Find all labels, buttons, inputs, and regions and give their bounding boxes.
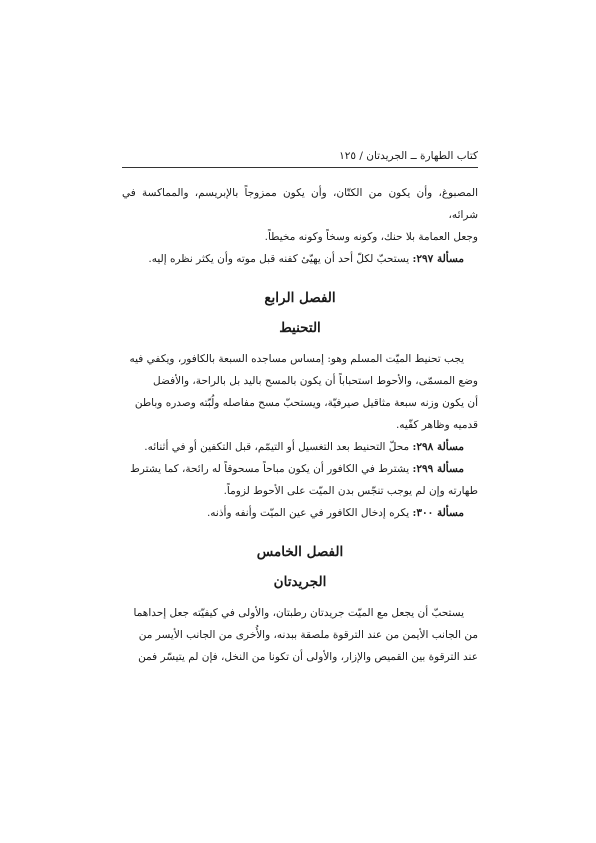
text-line: عند الترقوة بين القميص والإزار، والأولى أن تكونا من النخل، فإن لم يتيسّر فمن: [138, 651, 478, 663]
issue-299: [122, 458, 478, 480]
text-line: وضع المسمّى، والأحوط استحباباً أن يكون بالمسح باليد بل بالراحة، والأفضل: [153, 375, 478, 387]
text-line: المصبوغ، وأن يكون من الكتّان، وأن يكون ممزوجاً بالإبريسم، والمماكسة في شرائه،: [122, 187, 478, 221]
chapter-heading-5: الفصل الخامس: [256, 544, 344, 560]
text-line: طهارته وإن لم يوجب تنجّس بدن الميّت على الأحوط لزوماً.: [223, 485, 478, 497]
issue-text: يكره إدخال الكافور في عين الميّت وأنفه وأذنه.: [206, 507, 413, 519]
issue-label: مسألة ٢٩٨:: [412, 441, 464, 453]
text-line: قدميه وظاهر كفّيه.: [395, 419, 478, 431]
issue-text: محلّ التحنيط بعد التغسيل أو التيمّم، قبل التكفين أو في أثنائه.: [144, 441, 413, 453]
running-header: كتاب الطهارة ــ الجريدتان / ١٢٥: [122, 148, 478, 168]
text-line: من الجانب الأيمن من عند الترقوة ملصقة ببدنه، والأُخرى من الجانب الأيسر من: [138, 629, 478, 641]
text-line: يجب تحنيط الميّت المسلم وهو: إمساس مساجده السبعة بالكافور، ويكفي فيه: [129, 353, 464, 365]
issue-297: [122, 248, 478, 270]
issue-298: [122, 436, 478, 458]
issue-label: مسألة ٢٩٧:: [412, 253, 464, 265]
book-page: [122, 148, 478, 668]
text-line: وجعل العمامة بلا حنك، وكونه وسخاً وكونه مخيطاً.: [264, 231, 478, 243]
issue-300: [122, 502, 478, 524]
text-line: أن يكون وزنه سبعة مثاقيل صيرفيّة، ويستحبّ مسح مفاصله ولُبّته وصدره وباطن: [134, 397, 478, 409]
issue-text: يستحبّ لكلّ أحد أن يهيّئ كفنه قبل موته وأن يكثر نظره إليه.: [148, 253, 413, 265]
section-title-jaridatan: الجريدتان: [273, 574, 327, 590]
chapter-heading-4: الفصل الرابع: [264, 290, 336, 306]
issue-label: مسألة ٣٠٠:: [412, 507, 464, 519]
issue-text: يشترط في الكافور أن يكون مباحاً مسحوقاً له رائحة، كما يشترط: [130, 463, 413, 475]
issue-label: مسألة ٢٩٩:: [412, 463, 464, 475]
text-line: يستحبّ أن يجعل مع الميّت جريدتان رطبتان، والأولى في كيفيّته جعل إحداهما: [133, 607, 464, 619]
section-title-tahnit: التحنيط: [279, 320, 321, 336]
